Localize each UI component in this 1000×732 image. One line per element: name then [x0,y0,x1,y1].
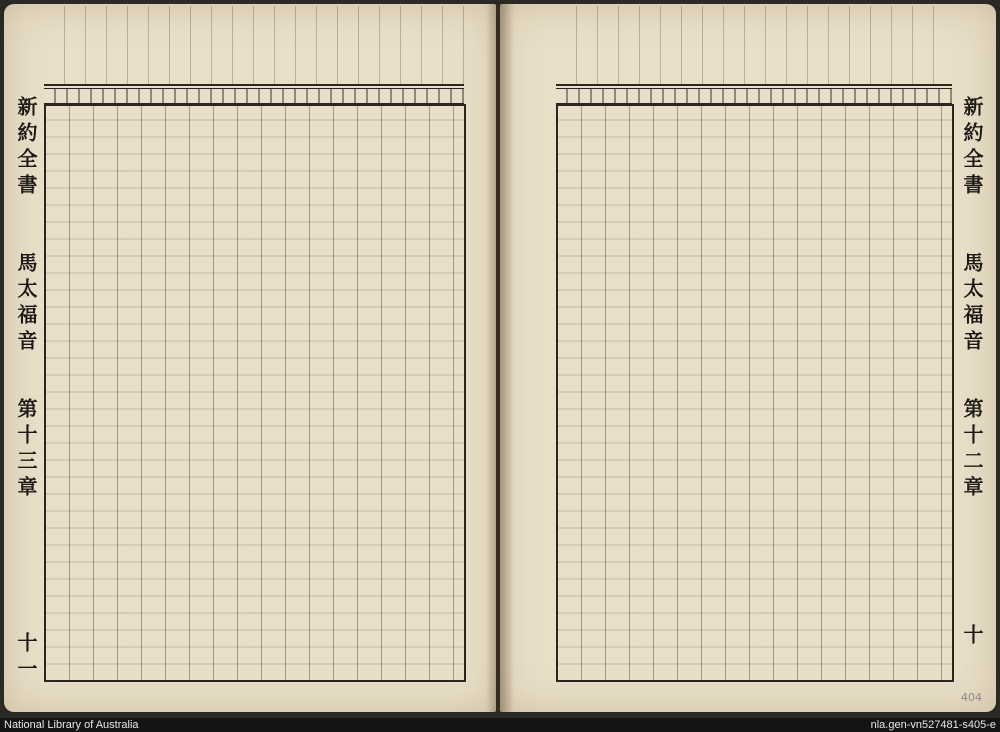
left-chapter-label: 第十三章 [14,398,38,502]
left-verse-number-strip [44,88,464,104]
footer-bar [0,718,1000,732]
left-page-number: 十一 [14,632,38,684]
right-book-title: 新約全書 [960,96,984,200]
left-text-block [44,104,466,682]
left-gospel-title: 馬太福音 [14,252,38,356]
footer-source: National Library of Australia [4,719,139,731]
left-commentary-register [44,6,464,86]
right-page-number: 十 [960,624,984,650]
right-gospel-title: 馬太福音 [960,252,984,356]
right-commentary-register [556,6,952,86]
right-page [500,4,996,712]
right-chapter-label: 第十二章 [960,398,984,502]
footer-identifier: nla.gen-vn527481-s405-e [870,719,996,731]
pencil-page-mark: 404 [961,691,982,704]
left-page [4,4,496,712]
left-book-title: 新約全書 [14,96,38,200]
right-verse-number-strip [556,88,952,104]
right-text-block [556,104,954,682]
